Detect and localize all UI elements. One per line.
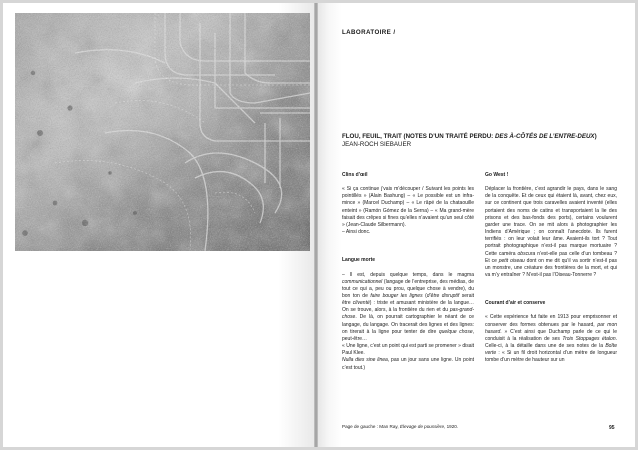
paragraph-courant-dair: « Cette expérience fut faite en 1913 pour emprisonner et conserver des formes obtenues par le hasard, par mon hasard. » C’est ainsi que Duchamp parle de ce qui le conduisit à la réalisation de ses Trois Stoppages étalon. Celle-ci, à la détaille dans une de ses notes de la Boîte verte : « Si un fil droit horizontal d’un mètre de longueur tombe d’un mètre de hauteur sur un — [485, 314, 618, 364]
photo-caption: Page de gauche : Man Ray, Élevage de poussière, 1920. — [342, 424, 459, 429]
article-header — [342, 133, 622, 149]
book-gutter — [314, 3, 318, 447]
page-number: 95 — [609, 425, 615, 431]
paragraph-quotes: « Si ça continue j’vais m’découper / Suivant les points les pointillés » (Alain Bashung) – « Le possible est un infra-mince » (Marcel Duchamp) – « Le râpé de la chataouille enteint » (Ramón Gómez de la Serna) – « Ma grand-mère faisait des crêpes si fines qu’elles n’avaient qu’un seul côté » (Jean-Claude Silbermann). – Ainsi donc. — [342, 186, 474, 236]
title-italic: DES À-CÔTÉS DE L’ENTRE-DEUX — [494, 133, 595, 140]
section-label: LABORATOIRE / — [342, 29, 396, 36]
dust-breeding-photograph — [15, 13, 310, 251]
text-column-right — [485, 172, 617, 372]
subhead-courant-dair: Courant d’air et conserve — [485, 300, 546, 307]
subhead-clins-doeil: Clins d’œil — [342, 172, 368, 178]
photo-image — [15, 13, 310, 251]
left-page — [3, 3, 316, 447]
title-end: ) — [594, 133, 597, 140]
article-author: JEAN-ROCH SIEBAUER — [342, 141, 412, 148]
paragraph-go-west: Déplacer la frontière, c’est agrandir le pays, dans le sang de la conquête. Et de ceux qui étaient là, avant, chez eux, sur ce continent que trois caravelles avaient inventé (elles portaient des noms de catins et transportaient la lie des prisons et des bas-fonds des ports), certains voulurent garder une trace. On se mit alors à photographier les Indiens d’Amérique ; on connaît l’anecdote. Ils furent terrifiés : on leur volait leur âme. Avaient-ils tort ? Tout portrait photographique n’est-il pas marque mortuaire ? Cette caméra obscura n’est-elle pas celle d’un tombeau ? Et ce petit oiseau dont on me dit qu’il va sortir n’est-il pas un monstre, une créature des frontières de la mort, et qui va m’y entraîner ? N’est-il pas l’Oiseau-Tonnerre ? — [485, 186, 617, 279]
subhead-go-west: Go West ! — [485, 172, 509, 178]
title-main: FLOU, FEUIL, TRAIT (NOTES D’UN TRAITÉ PERDU: — [342, 133, 495, 140]
article-title — [342, 133, 622, 141]
text-column-left — [342, 172, 474, 379]
paragraph-langue-morte: – Il est, depuis quelque temps, dans le magma communicationnel (langage de l’entreprise, des médias, de tout ce qui a, peu ou prou, quelque chose à vendre), du bon ton de faire bouger les lignes (d’être disruptif serait être cliventé) : triste et amusant ministère de la langue… On se trouve, alors, à la frontière du rien et du pas-grand-chose. De là, on pourrait cartographier le néant de ce langage, du langage. On tracerait des lignes et des lignes: on tirerait à la ligne pour tenter de dire quelque chose, peut-être… « Une ligne, c’est un point qui est parti se promener » disait Paul Klee. Nulla dies sine linea, pas un jour sans une ligne. Un point c’est tout.) — [342, 271, 475, 371]
subhead-langue-morte: Langue morte — [342, 257, 376, 264]
